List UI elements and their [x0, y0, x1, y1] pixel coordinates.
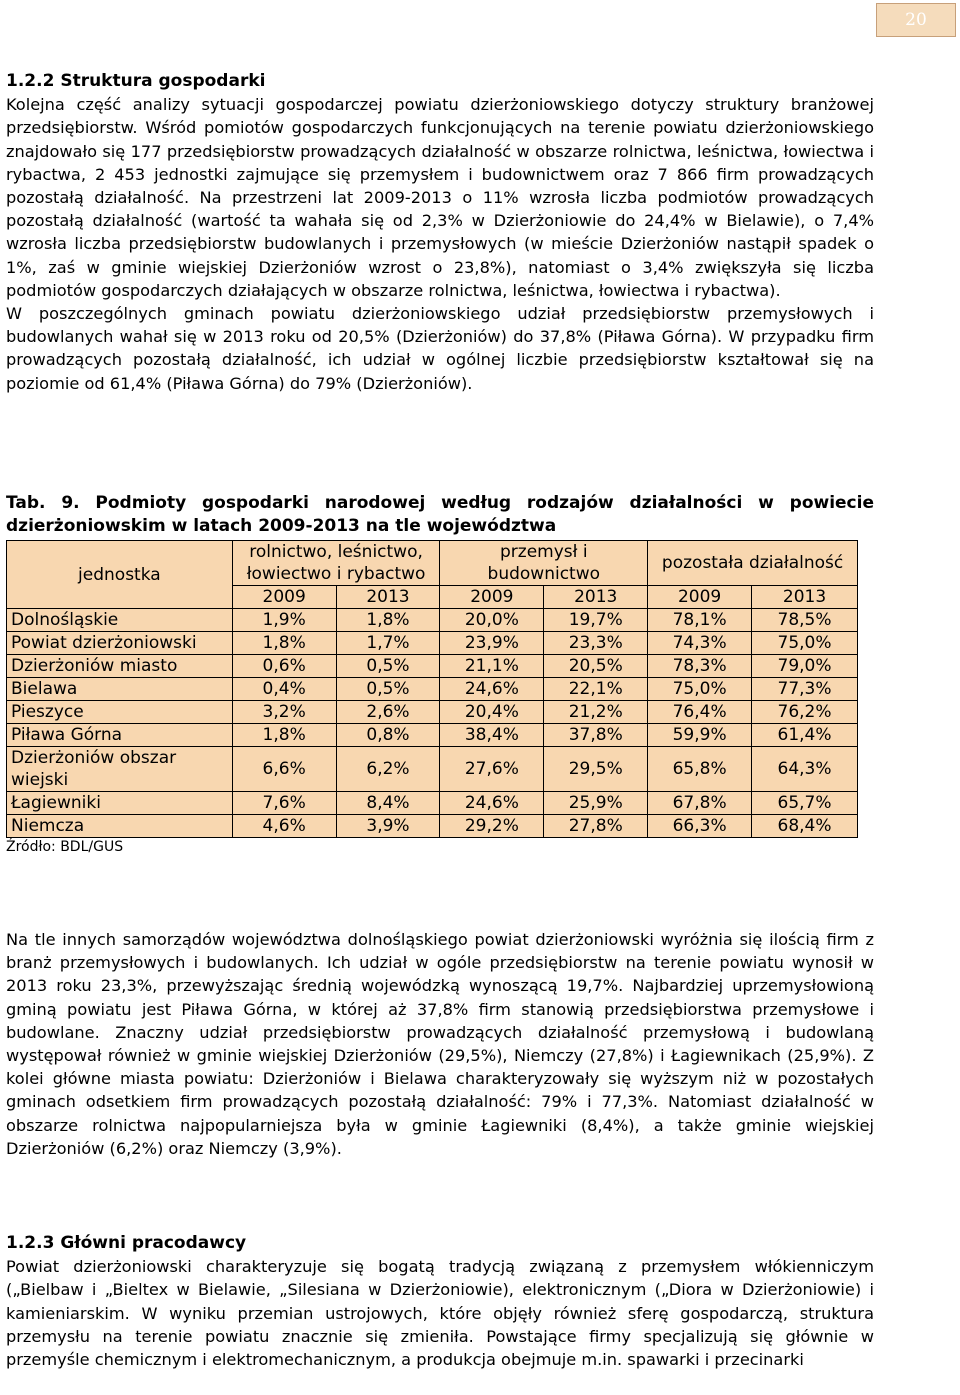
table-row	[7, 609, 858, 632]
table-cell: 1,8%	[232, 632, 336, 655]
table-cell: 22,1%	[544, 678, 648, 701]
table-cell: 6,2%	[336, 747, 440, 792]
table-cell: 27,6%	[440, 747, 544, 792]
table-row	[7, 747, 858, 792]
table-cell: 25,9%	[544, 792, 648, 815]
header-year: 2013	[336, 586, 440, 609]
table-cell: 64,3%	[752, 747, 858, 792]
table-cell: 68,4%	[752, 815, 858, 838]
table-source: Źródło: BDL/GUS	[6, 839, 124, 855]
table-cell: 20,0%	[440, 609, 544, 632]
table-cell: 0,5%	[336, 655, 440, 678]
row-label: Łagiewniki	[7, 792, 233, 815]
table-cell: 1,9%	[232, 609, 336, 632]
section-heading: 1.2.2 Struktura gospodarki	[6, 71, 266, 91]
header-group: rolnictwo, leśnictwo, łowiectwo i rybactwo	[232, 541, 440, 586]
table-cell: 1,8%	[336, 609, 440, 632]
table-cell: 75,0%	[752, 632, 858, 655]
table-cell: 21,2%	[544, 701, 648, 724]
table-row	[7, 632, 858, 655]
table-cell: 67,8%	[648, 792, 752, 815]
paragraph: Powiat dzierżoniowski charakteryzuje się bogatą tradycją związaną z przemysłem włókienniczym („Bielbaw i „Bieltex w Bielawie, „Silesiana w Dzierżoniowie), elektronicznym („Diora w Dzierżoniowie) i kamieniarskim. W wyniku przemian ustrojowych, które objęły również sferę gospodarczą, struktura przemysłu na terenie powiatu znacznie się zmieniła. Powstające firmy specjalizują się głównie w przemyśle chemicznym i elektromechanicznym, a produkcja obejmuje m.in. spawarki i przecinarki	[6, 1257, 874, 1370]
table-cell: 2,6%	[336, 701, 440, 724]
header-year: 2009	[440, 586, 544, 609]
row-label: Niemcza	[7, 815, 233, 838]
row-label: Dzierżoniów miasto	[7, 655, 233, 678]
table-cell: 3,2%	[232, 701, 336, 724]
row-label: Powiat dzierżoniowski	[7, 632, 233, 655]
table-cell: 79,0%	[752, 655, 858, 678]
table-cell: 6,6%	[232, 747, 336, 792]
table-cell: 8,4%	[336, 792, 440, 815]
table-caption: Tab. 9. Podmioty gospodarki narodowej według rodzajów działalności w powiecie dzierżoniowskim w latach 2009-2013 na tle województwa	[6, 493, 874, 537]
data-table	[6, 540, 858, 838]
table-wrapper	[6, 540, 874, 856]
row-label: Pieszyce	[7, 701, 233, 724]
table-cell: 61,4%	[752, 724, 858, 747]
table-cell: 78,5%	[752, 609, 858, 632]
table-cell: 7,6%	[232, 792, 336, 815]
table-cell: 1,7%	[336, 632, 440, 655]
table-cell: 65,8%	[648, 747, 752, 792]
section-1	[6, 70, 874, 395]
table-cell: 21,1%	[440, 655, 544, 678]
table-cell: 59,9%	[648, 724, 752, 747]
table-cell: 76,4%	[648, 701, 752, 724]
header-group: przemysł i budownictwo	[440, 541, 648, 586]
table-cell: 37,8%	[544, 724, 648, 747]
table-cell: 0,6%	[232, 655, 336, 678]
table-cell: 1,8%	[232, 724, 336, 747]
paragraph: Na tle innych samorządów województwa dolnośląskiego powiat dzierżoniowski wyróżnia się ilością firm z branż przemysłowych i budowlanych. Ich udział w ogóle przedsiębiorstw na terenie powiatu wynosił w 2013 roku 23,3%, przewyższając średnią wojewódzką wynoszącą 19,7%. Najbardziej uprzemysłowioną gminą powiatu jest Piława Górna, w której aż 37,8% firm stanowią przedsiębiorstwa przemysłowe i budowlane. Znaczny udział przedsiębiorstw prowadzących działalność przemysłową i budowlaną występował również w gminie wiejskiej Dzierżoniów (29,5%), Niemczy (27,8%) i Łagiewnikach (25,9%). Z kolei główne miasta powiatu: Dzierżoniów i Bielawa charakteryzowały się wyższym niż w pozostałych gminach odsetkiem firm prowadzących pozostałą działalność: 79% i 77,3%. Natomiast działalność w obszarze rolnictwa najpopularniejsza była w gminie Łagiewniki (8,4%), a także gminie wiejskiej Dzierżoniów (6,2%) oraz Niemczy (3,9%).	[6, 930, 874, 1158]
table-cell: 29,5%	[544, 747, 648, 792]
row-label: Bielawa	[7, 678, 233, 701]
page-number-badge: 20	[876, 3, 956, 37]
table-cell: 27,8%	[544, 815, 648, 838]
header-year: 2013	[752, 586, 858, 609]
table-cell: 20,4%	[440, 701, 544, 724]
header-group: pozostała działalność	[648, 541, 858, 586]
table-cell: 29,2%	[440, 815, 544, 838]
table-cell: 0,8%	[336, 724, 440, 747]
table-cell: 77,3%	[752, 678, 858, 701]
table-cell: 23,3%	[544, 632, 648, 655]
table-cell: 0,4%	[232, 678, 336, 701]
table-cell: 20,5%	[544, 655, 648, 678]
header-year: 2013	[544, 586, 648, 609]
row-label: Dzierżoniów obszar wiejski	[7, 747, 233, 792]
table-cell: 0,5%	[336, 678, 440, 701]
table-cell: 38,4%	[440, 724, 544, 747]
table-row	[7, 792, 858, 815]
table-row	[7, 655, 858, 678]
row-label: Piława Górna	[7, 724, 233, 747]
table-cell: 66,3%	[648, 815, 752, 838]
table-row	[7, 815, 858, 838]
table-cell: 4,6%	[232, 815, 336, 838]
table-cell: 3,9%	[336, 815, 440, 838]
table-cell: 75,0%	[648, 678, 752, 701]
table-cell: 76,2%	[752, 701, 858, 724]
table-row	[7, 724, 858, 747]
analysis-paragraph-block	[6, 928, 874, 1160]
table-row	[7, 701, 858, 724]
section-2	[6, 1232, 874, 1371]
paragraph: Kolejna część analizy sytuacji gospodarczej powiatu dzierżoniowskiego dotyczy struktury branżowej przedsiębiorstw. Wśród pomiotów gospodarczych funkcjonujących na terenie powiatu dzierżoniowskiego znajdowało się 177 przedsiębiorstw prowadzących działalność w obszarze rolnictwa, leśnictwa, łowiectwa i rybactwa, 2 453 jednostki zajmujące się przemysłem i budownictwem oraz 7 866 firm prowadzących pozostałą działalność. Na przestrzeni lat 2009-2013 o 11% wzrosła liczba podmiotów prowadzących pozostałą działalność (wartość ta wahała się od 2,3% w Dzierżoniowie do 24,4% w Bielawie), o 7,4% wzrosła liczba przedsiębiorstw budowlanych i przemysłowych (w mieście Dzierżoniów nastąpił spadek o 1%, zaś w gminie wiejskiej Dzierżoniów wzrost o 23,8%), natomiast o 3,4% zwiększyła się liczba podmiotów gospodarczych działających w obszarze rolnictwa, leśnictwa, łowiectwa i rybactwa).	[6, 95, 874, 300]
table-cell: 24,6%	[440, 792, 544, 815]
paragraph: W poszczególnych gminach powiatu dzierżoniowskiego udział przedsiębiorstw przemysłowych i budowlanych wahał się w 2013 roku od 20,5% (Dzierżoniów) do 37,8% (Piława Górna). W przypadku firm prowadzących pozostałą działalność, ich udział w ogólnej liczbie przedsiębiorstw kształtował się na poziomie od 61,4% (Piława Górna) do 79% (Dzierżoniów).	[6, 304, 874, 393]
table-cell: 74,3%	[648, 632, 752, 655]
table-cell: 78,1%	[648, 609, 752, 632]
header-year: 2009	[232, 586, 336, 609]
section-heading: 1.2.3 Główni pracodawcy	[6, 1233, 247, 1253]
table-cell: 78,3%	[648, 655, 752, 678]
table-cell: 23,9%	[440, 632, 544, 655]
row-label: Dolnośląskie	[7, 609, 233, 632]
table-cell: 65,7%	[752, 792, 858, 815]
header-unit: jednostka	[7, 541, 233, 609]
table-row	[7, 678, 858, 701]
table-cell: 24,6%	[440, 678, 544, 701]
table-cell: 19,7%	[544, 609, 648, 632]
header-year: 2009	[648, 586, 752, 609]
